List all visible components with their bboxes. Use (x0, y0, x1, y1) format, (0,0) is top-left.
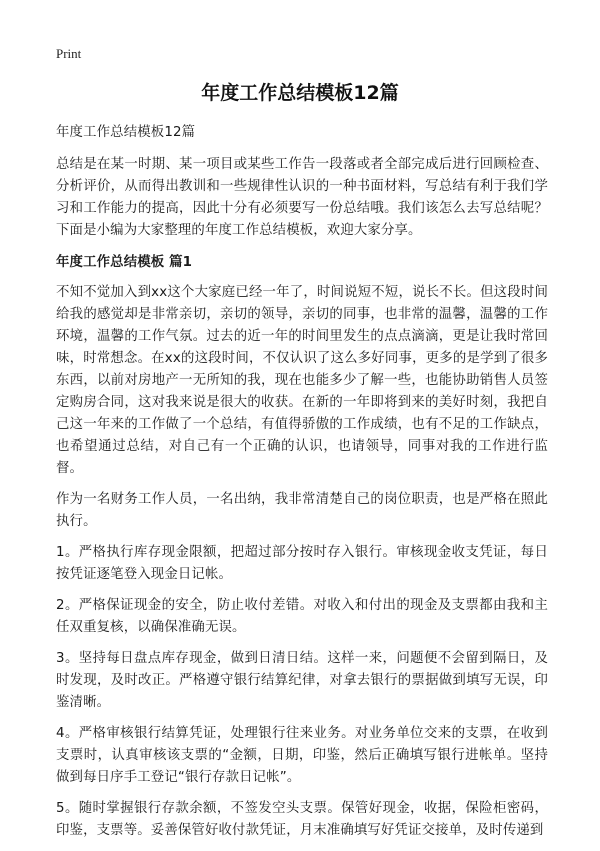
list-item-2: 2。严格保证现金的安全，防止收付差错。对收入和付出的现金及支票都由我和主任双重复核，以确保准确无误。 (56, 598, 548, 635)
list-item-3: 3。坚持每日盘点库存现金，做到日清日结。这样一来，问题便不会留到隔日，及时发现，及时改正。严格遵守银行结算纪律，对拿去银行的票据做到填写无误，印鉴清晰。 (56, 651, 548, 710)
list-item-4: 4。严格审核银行结算凭证，处理银行往来业务。对业务单位交来的支票，在收到支票时，认真审核该支票的“金额，日期，印鉴，然后正确填写银行进帐单。坚持做到每日序手工登记“银行存款日记帐”。 (56, 726, 548, 785)
section-heading: 年度工作总结模板 篇1 (56, 255, 193, 270)
list-item-5: 5。随时掌握银行存款余额，不签发空头支票。保管好现金，收据，保险柜密码，印鉴，支票等。妥善保管好收付款凭证，月末准确填写好凭证交接单，及时传递到 (56, 801, 548, 838)
body-paragraph-2: 作为一名财务工作人员，一名出纳，我非常清楚自己的岗位职责，也是严格在照此执行。 (56, 492, 548, 529)
list-item-1: 1。严格执行库存现金限额，把超过部分按时存入银行。审核现金收支凭证，每日按凭证逐笔登入现金日记帐。 (56, 545, 548, 582)
page-title: 年度工作总结模板12篇 (201, 82, 399, 104)
document-body (56, 122, 548, 851)
print-link[interactable]: Print (56, 46, 82, 61)
intro-paragraph: 总结是在某一时期、某一项目或某些工作告一段落或者全部完成后进行回顾检查、分析评价，从而得出教训和一些规律性认识的一种书面材料，写总结有利于我们学习和工作能力的提高，因此十分有必须要写一份总结哦。我们该怎么去写总结呢？下面是小编为大家整理的年度工作总结模板，欢迎大家分享。 (56, 157, 548, 238)
body-paragraph-1: 不知不觉加入到xx这个大家庭已经一年了，时间说短不短，说长不长。但这段时间给我的感觉却是非常亲切，亲切的领导，亲切的同事，也非常的温馨，温馨的工作环境，温馨的工作气氛。过去的近一年的时间里发生的点点滴滴，更是让我时常回味，时常想念。在xx的这段时间，不仅认识了这么多好同事，更多的是学到了很多东西，以前对房地产一无所知的我，现在也能多少了解一些，也能协助销售人员签定购房合同，这对我来说是很大的收获。在新的一年即将到来的美好时刻，我把自己这一年来的工作做了一个总结，有值得骄傲的工作成绩，也有不足的工作缺点，也希望通过总结，对自己有一个正确的认识，也请领导，同事对我的工作进行监督。 (56, 285, 548, 476)
document-subtitle: 年度工作总结模板12篇 (56, 125, 196, 140)
